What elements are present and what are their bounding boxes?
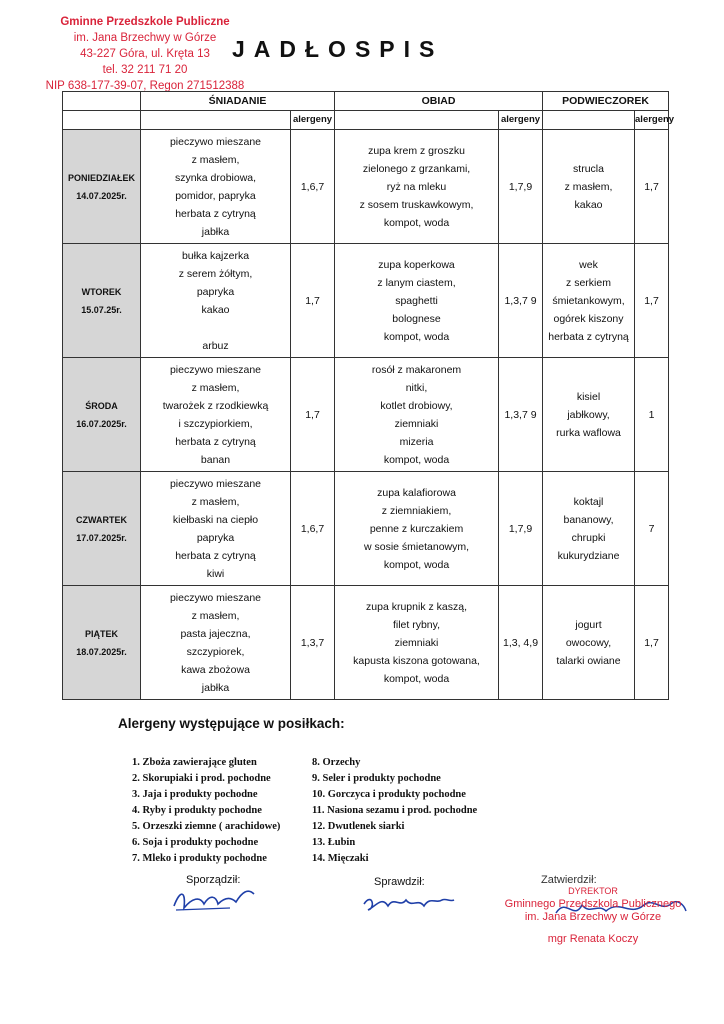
- lunch-item: filet rybny,: [392, 618, 441, 631]
- day-row: [63, 244, 669, 358]
- legend-item: 12. Dwutlenek siarki: [312, 821, 405, 832]
- snack-cell: [543, 130, 635, 244]
- snack-allergens: 1: [635, 358, 669, 472]
- breakfast-item: z serem żółtym,: [178, 267, 253, 280]
- breakfast-item: i szczypiorkiem,: [178, 417, 253, 430]
- legend-item: 11. Nasiona sezamu i prod. pochodne: [312, 805, 478, 816]
- lunch-item: kompot, woda: [383, 216, 450, 229]
- page-title: JADŁOSPIS: [232, 36, 444, 62]
- breakfast-item: banan: [200, 453, 231, 466]
- snack-cell: [543, 586, 635, 700]
- breakfast-item: herbata z cytryną: [175, 435, 256, 448]
- lunch-allergens: 1,7,9: [499, 130, 543, 244]
- breakfast-item: herbata z cytryną: [175, 207, 256, 220]
- day-row: [63, 358, 669, 472]
- day-name: PIĄTEK: [84, 628, 118, 639]
- lunch-item: zupa krem z groszku: [368, 144, 465, 157]
- day-name: WTOREK: [81, 286, 122, 297]
- legend-item: 13. Łubin: [312, 837, 356, 848]
- day-date: 17.07.2025r.: [76, 532, 127, 543]
- prepared-by-label: Sporządził:: [186, 874, 241, 886]
- breakfast-item: twarożek z rzodkiewką: [162, 399, 269, 412]
- breakfast-item: pasta jajeczna,: [180, 627, 251, 640]
- snack-item: rurka waflowa: [556, 426, 621, 439]
- day-row: [63, 130, 669, 244]
- lunch-item: kompot, woda: [383, 453, 450, 466]
- breakfast-item: z masłem,: [191, 609, 240, 622]
- director-stamp: [488, 885, 698, 946]
- breakfast-item: kiełbaski na ciepło: [172, 513, 259, 526]
- breakfast-item: pieczywo mieszane: [169, 477, 262, 490]
- lunch-item: bolognese: [392, 312, 441, 325]
- day-cell: [63, 358, 141, 472]
- snack-allergens: 7: [635, 472, 669, 586]
- lunch-cell: [335, 244, 499, 358]
- breakfast-item: pieczywo mieszane: [169, 591, 262, 604]
- breakfast-cell: [141, 472, 291, 586]
- breakfast-item: jabłka: [201, 681, 230, 694]
- day-row: [63, 472, 669, 586]
- day-name: ŚRODA: [85, 400, 118, 411]
- day-cell: [63, 586, 141, 700]
- breakfast-allergens: 1,6,7: [291, 472, 335, 586]
- legend-item: 2. Skorupiaki i prod. pochodne: [132, 773, 271, 784]
- legend-item: 6. Soja i produkty pochodne: [132, 837, 259, 848]
- snack-item: jogurt: [575, 618, 602, 631]
- lunch-allergens: 1,3,7 9: [499, 244, 543, 358]
- lunch-item: kapusta kiszona gotowana,: [353, 654, 480, 667]
- breakfast-item: kiwi: [206, 567, 225, 580]
- legend-column-1: [132, 755, 280, 867]
- breakfast-item: szczypiorek,: [186, 645, 245, 658]
- lunch-cell: [335, 130, 499, 244]
- lunch-item: zielonego z grzankami,: [362, 162, 471, 175]
- legend-item: 3. Jaja i produkty pochodne: [132, 789, 258, 800]
- breakfast-item: kawa zbożowa: [181, 663, 250, 676]
- snack-cell: [543, 358, 635, 472]
- breakfast-allergens: 1,7: [291, 244, 335, 358]
- subheader-empty: [63, 111, 141, 130]
- snack-item: chrupki: [571, 531, 606, 544]
- legend-item: 4. Ryby i produkty pochodne: [132, 805, 262, 816]
- legend-item: 9. Seler i produkty pochodne: [312, 773, 441, 784]
- breakfast-item: bułka kajzerka: [181, 249, 250, 262]
- checked-by-label: Sprawdził:: [374, 876, 425, 888]
- allergens-header: alergeny: [291, 111, 335, 130]
- subheader-empty: [543, 111, 635, 130]
- breakfast-item: papryka: [196, 285, 235, 298]
- lunch-item: mizeria: [399, 435, 434, 448]
- stamp-line: Gminne Przedszkole Publiczne: [60, 16, 230, 28]
- legend-item: 7. Mleko i produkty pochodne: [132, 853, 267, 864]
- lunch-item: kompot, woda: [383, 672, 450, 685]
- breakfast-cell: [141, 244, 291, 358]
- breakfast-item: pieczywo mieszane: [169, 363, 262, 376]
- legend-item: 14. Mięczaki: [312, 853, 369, 864]
- lunch-item: nitki,: [405, 381, 428, 394]
- breakfast-item: z masłem,: [191, 381, 240, 394]
- snack-item: owocowy,: [565, 636, 612, 649]
- allergens-header: alergeny: [499, 111, 543, 130]
- snack-item: kisiel: [576, 390, 601, 403]
- snack-item: śmietankowym,: [552, 294, 625, 307]
- lunch-allergens: 1,3,7 9: [499, 358, 543, 472]
- legend-item: 8. Orzechy: [312, 757, 361, 768]
- breakfast-allergens: 1,3,7: [291, 586, 335, 700]
- breakfast-cell: [141, 130, 291, 244]
- menu-table: [62, 91, 675, 700]
- snack-item: talarki owiane: [556, 654, 621, 667]
- breakfast-header: ŚNIADANIE: [141, 92, 335, 111]
- breakfast-item: jabłka: [201, 225, 230, 238]
- lunch-item: rosół z makaronem: [371, 363, 462, 376]
- lunch-cell: [335, 586, 499, 700]
- lunch-cell: [335, 472, 499, 586]
- allergens-header: alergeny: [635, 111, 669, 130]
- breakfast-item: arbuz: [202, 339, 229, 352]
- breakfast-item: z masłem,: [191, 495, 240, 508]
- stamp-line: NIP 638-177-39-07, Regon 271512388: [45, 80, 245, 92]
- legend-item: 1. Zboża zawierające gluten: [132, 757, 257, 768]
- lunch-item: spaghetti: [395, 294, 438, 307]
- breakfast-item: [141, 319, 290, 337]
- approved-by-label: Zatwierdził:: [541, 874, 597, 886]
- subheader-empty: [335, 111, 499, 130]
- lunch-item: zupa koperkowa: [378, 258, 455, 271]
- day-name: PONIEDZIAŁEK: [67, 172, 135, 183]
- snack-item: kukurydziane: [557, 549, 620, 562]
- snack-item: strucla: [573, 162, 604, 175]
- snack-item: z serkiem: [566, 276, 611, 289]
- breakfast-item: kakao: [201, 303, 230, 316]
- day-date: 15.07.25r.: [81, 304, 122, 315]
- snack-item: wek: [579, 258, 598, 271]
- breakfast-item: papryka: [196, 531, 235, 544]
- breakfast-cell: [141, 358, 291, 472]
- legend-item: 5. Orzeszki ziemne ( arachidowe): [132, 821, 281, 832]
- lunch-allergens: 1,7,9: [499, 472, 543, 586]
- breakfast-item: z masłem,: [191, 153, 240, 166]
- lunch-item: ryż na mleku: [386, 180, 447, 193]
- legend-column-2: [312, 755, 477, 867]
- director-stamp-line: Gminnego Przedszkola Publicznego: [504, 898, 682, 910]
- stamp-line: tel. 32 211 71 20: [102, 64, 188, 76]
- day-cell: [63, 244, 141, 358]
- subheader-empty: [141, 111, 291, 130]
- day-date: 18.07.2025r.: [76, 646, 127, 657]
- lunch-item: z ziemniakiem,: [381, 504, 452, 517]
- lunch-item: zupa krupnik z kaszą,: [366, 600, 467, 613]
- snack-allergens: 1,7: [635, 130, 669, 244]
- breakfast-allergens: 1,7: [291, 358, 335, 472]
- stamp-line: im. Jana Brzechwy w Górze: [73, 32, 217, 44]
- day-date: 16.07.2025r.: [76, 418, 127, 429]
- director-stamp-line: DYREKTOR: [568, 886, 618, 896]
- snack-item: koktajl: [573, 495, 604, 508]
- snack-allergens: 1,7: [635, 586, 669, 700]
- lunch-item: kotlet drobiowy,: [380, 399, 453, 412]
- lunch-item: kompot, woda: [383, 558, 450, 571]
- day-date: 14.07.2025r.: [76, 190, 127, 201]
- school-stamp: [30, 14, 260, 94]
- lunch-allergens: 1,3, 4,9: [499, 586, 543, 700]
- prepared-by-signature: [170, 884, 260, 914]
- day-cell: [63, 472, 141, 586]
- lunch-item: zupa kalafiorowa: [377, 486, 456, 499]
- legend-title: Alergeny występujące w posiłkach:: [118, 716, 345, 731]
- snack-item: herbata z cytryną: [548, 330, 629, 343]
- corner-cell: [63, 92, 141, 111]
- snack-allergens: 1,7: [635, 244, 669, 358]
- snack-cell: [543, 472, 635, 586]
- breakfast-item: herbata z cytryną: [175, 549, 256, 562]
- lunch-item: penne z kurczakiem: [369, 522, 464, 535]
- snack-item: bananowy,: [563, 513, 614, 526]
- lunch-item: ziemniaki: [394, 417, 439, 430]
- breakfast-item: szynka drobiowa,: [174, 171, 257, 184]
- breakfast-cell: [141, 586, 291, 700]
- lunch-item: w sosie śmietanowym,: [364, 540, 470, 553]
- breakfast-allergens: 1,6,7: [291, 130, 335, 244]
- lunch-item: kompot, woda: [383, 330, 450, 343]
- day-name: CZWARTEK: [76, 514, 127, 525]
- breakfast-item: pieczywo mieszane: [169, 135, 262, 148]
- director-stamp-line: im. Jana Brzechwy w Górze: [524, 911, 662, 923]
- snack-item: kakao: [574, 198, 603, 211]
- snack-cell: [543, 244, 635, 358]
- breakfast-item: pomidor, papryka: [175, 189, 256, 202]
- snack-header: PODWIECZOREK: [543, 92, 669, 111]
- lunch-item: ziemniaki: [394, 636, 439, 649]
- legend-item: 10. Gorczyca i produkty pochodne: [312, 789, 466, 800]
- snack-item: jabłkowy,: [567, 408, 610, 421]
- stamp-line: 43-227 Góra, ul. Kręta 13: [80, 48, 210, 60]
- snack-item: z masłem,: [564, 180, 613, 193]
- day-cell: [63, 130, 141, 244]
- snack-item: ogórek kiszony: [553, 312, 624, 325]
- director-stamp-line: mgr Renata Koczy: [547, 933, 639, 945]
- lunch-item: z lanym ciastem,: [377, 276, 456, 289]
- lunch-header: OBIAD: [335, 92, 543, 111]
- day-row: [63, 586, 669, 700]
- lunch-item: z sosem truskawkowym,: [359, 198, 474, 211]
- lunch-cell: [335, 358, 499, 472]
- checked-by-signature: [358, 886, 458, 914]
